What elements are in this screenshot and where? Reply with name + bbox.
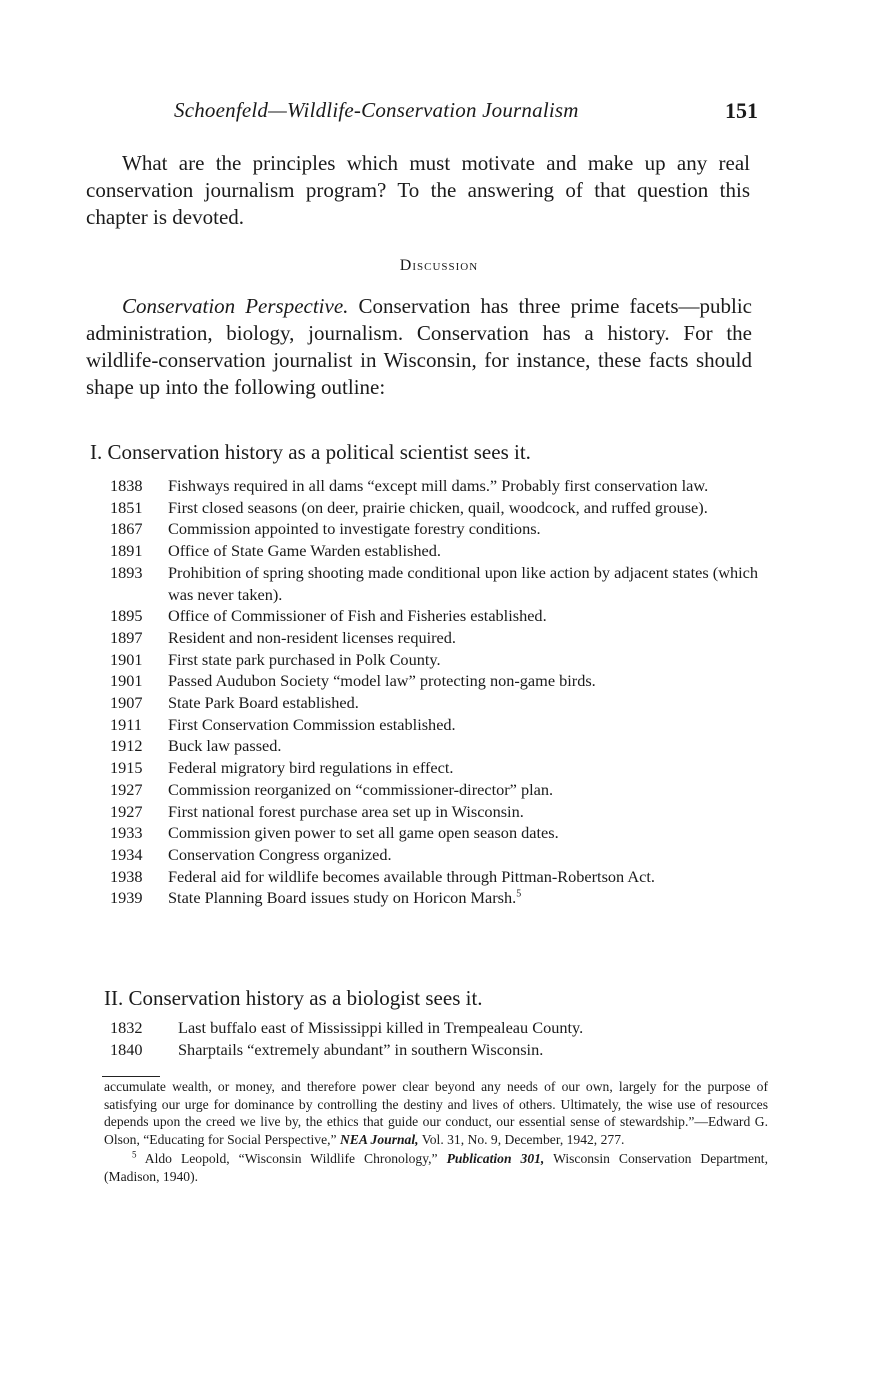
entry-event-text: Fishways required in all dams “except mill dams.” Probably first conservation law. (168, 476, 709, 495)
entry-event (168, 692, 758, 714)
entry-event-text: Passed Audubon Society “model law” protecting non-game birds. (168, 671, 596, 691)
entry-year: 1927 (110, 801, 143, 821)
entry-year: 1838 (110, 476, 143, 495)
chronology-entry (110, 497, 758, 519)
entry-event (168, 518, 758, 540)
entry-event-text: First closed seasons (on deer, prairie chicken, quail, woodcock, and ruffed grouse). (168, 497, 708, 517)
footnote-5-publication: Publication 301, (446, 1151, 545, 1166)
entry-year: 1938 (110, 866, 143, 886)
biologist-chronology (110, 1017, 758, 1060)
entry-year: 1939 (110, 888, 143, 908)
entry-event-text: First Conservation Commission established. (168, 714, 456, 734)
entry-event (168, 735, 758, 757)
chronology-entry (110, 1017, 758, 1039)
footnote-reference: 5 (516, 888, 522, 900)
entry-year: 1915 (110, 758, 143, 778)
entry-event (168, 779, 758, 801)
entry-event-text: Federal migratory bird regulations in effect. (168, 758, 454, 778)
footnote-journal: NEA Journal, (339, 1131, 419, 1147)
political-chronology (110, 475, 758, 909)
chronology-entry (110, 887, 758, 909)
chronology-entry (110, 714, 758, 736)
chronology-entry (110, 475, 758, 497)
entry-event-text: Federal aid for wildlife becomes available through Pittman-Robertson Act. (168, 866, 655, 886)
chronology-entry (110, 627, 758, 649)
perspective-text: Conservation has three prime facets—public administration, biology, journalism. Conservation has a history. For the wildlife-conservation journalist in Wisconsin, for instance, these facts should shape up into the following outline: (86, 294, 752, 399)
entry-year: 1832 (110, 1018, 143, 1037)
chronology-entry (110, 692, 758, 714)
footnote-5-lead: Aldo Leopold, “Wisconsin Wildlife Chronology,” (144, 1151, 438, 1166)
perspective-lead: Conservation Perspective. (122, 294, 349, 318)
entry-event (168, 649, 758, 671)
entry-year: 1934 (110, 844, 143, 864)
chronology-entry (110, 562, 758, 605)
outline-heading-political: I. Conservation history as a political scientist sees it. (90, 440, 531, 464)
footnote-5-mark: 5 (132, 1149, 137, 1160)
entry-event (168, 475, 758, 497)
entry-event-text: First national forest purchase area set up in Wisconsin. (168, 801, 524, 821)
entry-event-text: Commission given power to set all game open season dates. (168, 823, 559, 843)
chronology-entry (110, 540, 758, 562)
entry-event (178, 1039, 758, 1061)
entry-event (168, 801, 758, 823)
entry-year: 1912 (110, 736, 143, 756)
entry-event-text: Prohibition of spring shooting made conditional upon like action by adjacent states (which was never taken). (168, 562, 758, 604)
footnote-continued-tail: Vol. 31, No. 9, December, 1942, 277. (421, 1131, 625, 1147)
chronology-entry (110, 605, 758, 627)
entry-event-text: State Planning Board issues study on Horicon Marsh. (168, 888, 517, 908)
footnote-continued-text: accumulate wealth, or money, and therefore power clear beyond any needs of our own, largely for the purpose of satisfying our urge for dominance by controlling the destiny and lives of others. Ultimately, the wise use of resources depends upon the creed we live by, the ethics that guide our conduct, our essential sense of stewardship.”—Edward G. Olson, “Educating for Social Perspective,” (104, 1079, 768, 1147)
entry-event-text: Resident and non-resident licenses required. (168, 627, 456, 647)
entry-event-text: First state park purchased in Polk County. (168, 649, 441, 669)
entry-event (168, 540, 758, 562)
entry-event-text: Last buffalo east of Mississippi killed in Trempealeau County. (178, 1018, 584, 1037)
entry-year: 1897 (110, 627, 143, 647)
perspective-paragraph (86, 293, 752, 401)
footnotes (104, 1078, 768, 1185)
entry-year: 1867 (110, 519, 143, 539)
chronology-entry (110, 1039, 758, 1061)
chronology-entry (110, 866, 758, 888)
entry-event-text: Buck law passed. (168, 736, 282, 756)
running-header (174, 98, 758, 123)
chronology-entry (110, 844, 758, 866)
outline-heading-biologist: II. Conservation history as a biologist sees it. (104, 986, 483, 1010)
entry-year: 1901 (110, 649, 143, 669)
entry-year: 1840 (110, 1039, 143, 1059)
entry-year: 1851 (110, 497, 143, 517)
chronology-entry (110, 779, 758, 801)
entry-event (168, 887, 758, 909)
entry-year: 1893 (110, 562, 143, 582)
entry-event (168, 822, 758, 844)
entry-event (168, 497, 758, 519)
entry-event (168, 714, 758, 736)
entry-year: 1927 (110, 779, 143, 799)
footnote-5 (104, 1150, 768, 1185)
chronology-entry (110, 670, 758, 692)
running-title: Schoenfeld—Wildlife-Conservation Journalism (174, 98, 579, 122)
entry-year: 1907 (110, 693, 143, 713)
entry-event (168, 866, 758, 888)
entry-year: 1911 (110, 714, 142, 734)
entry-event-text: Sharptails “extremely abundant” in southern Wisconsin. (178, 1039, 544, 1059)
entry-event (168, 844, 758, 866)
entry-event-text: Commission reorganized on “commissioner-director” plan. (168, 779, 554, 799)
chronology-entry (110, 518, 758, 540)
entry-event-text: Office of Commissioner of Fish and Fisheries established. (168, 606, 547, 626)
entry-year: 1891 (110, 541, 143, 561)
entry-year: 1933 (110, 823, 143, 843)
entry-event (178, 1017, 758, 1039)
entry-event (168, 757, 758, 779)
entry-event (168, 670, 758, 692)
entry-event (168, 562, 758, 605)
entry-year: 1901 (110, 671, 143, 691)
entry-year: 1895 (110, 606, 143, 626)
chronology-entry (110, 822, 758, 844)
chronology-entry (110, 735, 758, 757)
section-heading: Discussion (399, 257, 479, 274)
chronology-entry (110, 757, 758, 779)
entry-event-text: Office of State Game Warden established. (168, 541, 441, 561)
entry-event-text: Conservation Congress organized. (168, 844, 392, 864)
entry-event (168, 605, 758, 627)
entry-event-text: Commission appointed to investigate forestry conditions. (168, 519, 541, 539)
entry-event (168, 627, 758, 649)
page-number: 151 (725, 98, 758, 123)
intro-paragraph: What are the principles which must motivate and make up any real conservation journalism program? To the answering of that question this chapter is devoted. (86, 151, 750, 229)
chronology-entry (110, 801, 758, 823)
footnote-continued (104, 1078, 768, 1148)
footnote-rule (102, 1076, 160, 1077)
chronology-entry (110, 649, 758, 671)
entry-event-text: State Park Board established. (168, 693, 359, 713)
footnote-5-tail: Wisconsin Conservation Department, (Madison, 1940). (104, 1151, 768, 1184)
